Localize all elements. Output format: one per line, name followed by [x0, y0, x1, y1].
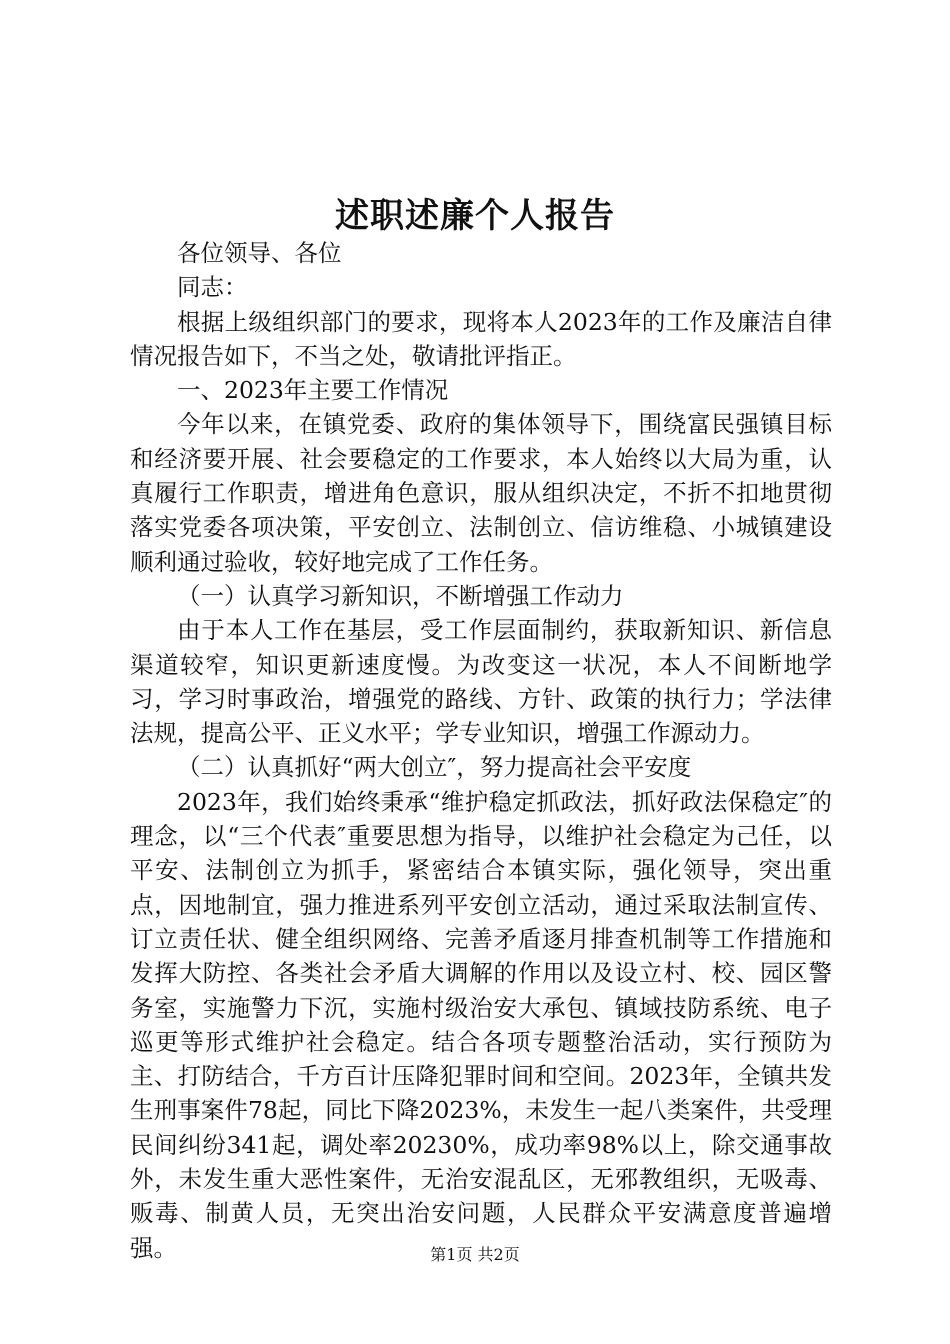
subsection-2-paragraph: 2023年，我们始终秉承“维护稳定抓政法，抓好政法保稳定″的理念，以“三个代表″重要思想为指导，以维护社会稳定为己任，以平安、法制创立为抓手，紧密结合本镇实际，强化领导，突出重点，因地制宜，强力推进系列平安创立活动，通过采取法制宣传、订立责任状、健全组织网络、完善矛盾逐月排查机制等工作措施和发挥大防控、各类社会矛盾大调解的作用以及设立村、校、园区警务室，实施警力下沉，实施村级治安大承包、镇域技防系统、电子巡更等形式维护社会稳定。结合各项专题整治活动，实行预防为主、打防结合，千方百计压降犯罪时间和空间。2023年，全镇共发生刑事案件78起，同比下降2023%，未发生一起八类案件，共受理民间纠纷341起，调处率20230%，成功率98%以上，除交通事故外，未发生重大恶性案件，无治安混乱区，无邪教组织，无吸毒、贩毒、制黄人员，无突出治安问题，人民群众平安满意度普遍增强。	[130, 787, 832, 1262]
subsection-heading-1: （一）认真学习新知识，不断增强工作动力	[177, 581, 624, 610]
document-body	[130, 236, 832, 1265]
salutation-line-1: 各位领导、各位	[177, 239, 342, 267]
page-footer: 第1页 共2页	[430, 1245, 520, 1264]
intro-paragraph: 根据上级组织部门的要求，现将本人2023年的工作及廉洁自律情况报告如下，不当之处，敬请批评指正。	[130, 307, 832, 370]
salutation-line-2: 同志：	[177, 273, 248, 302]
section-heading-1: 一、2023年主要工作情况	[177, 376, 449, 405]
subsection-1-paragraph: 由于本人工作在基层，受工作层面制约，获取新知识、新信息渠道较窄，知识更新速度慢。为改变这一状况，本人不间断地学习，学习时事政治，增强党的路线、方针、政策的执行力；学法律法规，提高公平、正义水平；学专业知识，增强工作源动力。	[130, 616, 832, 748]
section-1-paragraph: 今年以来，在镇党委、政府的集体领导下，围绕富民强镇目标和经济要开展、社会要稳定的工作要求，本人始终以大局为重，认真履行工作职责，增进角色意识，服从组织决定，不折不扣地贯彻落实党委各项决策，平安创立、法制创立、信访维稳、小城镇建设顺利通过验收，较好地完成了工作任务。	[130, 410, 832, 576]
subsection-heading-2: （二）认真抓好“两大创立″，努力提高社会平安度	[177, 753, 692, 782]
document-title: 述职述廉个人报告	[335, 196, 615, 236]
